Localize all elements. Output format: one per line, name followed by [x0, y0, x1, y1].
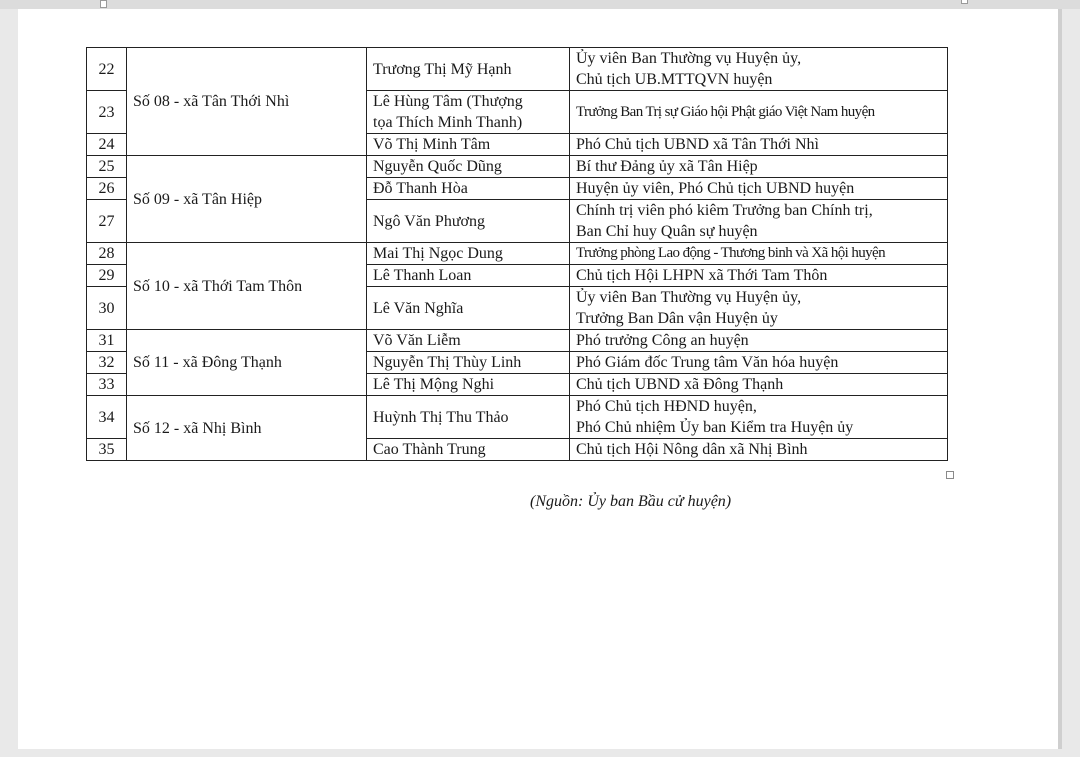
delegate-position-line: Bí thư Đảng ủy xã Tân Hiệp	[576, 158, 758, 175]
delegate-position	[570, 134, 948, 156]
row-number: 27	[87, 200, 127, 243]
margin-corner-mark	[100, 0, 107, 8]
electoral-unit: Số 11 - xã Đông Thạnh	[127, 330, 367, 396]
electoral-unit: Số 08 - xã Tân Thới Nhì	[127, 48, 367, 156]
delegate-position	[570, 287, 948, 330]
delegate-position-line: Chủ tịch Hội Nông dân xã Nhị Bình	[576, 441, 808, 458]
table-row	[87, 396, 948, 439]
delegate-position-line: Trưởng Ban Dân vận Huyện ủy	[576, 310, 778, 327]
delegate-name-line: Ngô Văn Phương	[373, 212, 485, 230]
delegate-name	[367, 287, 570, 330]
electoral-unit: Số 09 - xã Tân Hiệp	[127, 156, 367, 243]
delegate-name	[367, 48, 570, 91]
source-note: (Nguồn: Ủy ban Bầu cử huyện)	[530, 493, 732, 510]
delegate-name-line: tọa Thích Minh Thanh)	[373, 114, 523, 131]
row-number: 31	[87, 330, 127, 352]
row-number: 32	[87, 352, 127, 374]
electoral-unit: Số 12 - xã Nhị Bình	[127, 396, 367, 461]
delegate-position	[570, 439, 948, 461]
table-resize-handle[interactable]	[946, 471, 954, 479]
delegate-position	[570, 178, 948, 200]
table-body	[87, 48, 948, 461]
delegate-position-line: Phó Chủ nhiệm Ủy ban Kiểm tra Huyện ủy	[576, 419, 854, 436]
delegate-name	[367, 330, 570, 352]
top-bar	[0, 0, 1080, 9]
delegate-name-line: Lê Thị Mộng Nghi	[373, 376, 495, 393]
delegate-position-line: Ban Chỉ huy Quân sự huyện	[576, 223, 758, 240]
delegate-position	[570, 156, 948, 178]
delegate-position	[570, 265, 948, 287]
delegate-position	[570, 243, 948, 265]
margin-corner-mark	[961, 0, 968, 4]
table-row	[87, 330, 948, 352]
delegate-position	[570, 374, 948, 396]
delegate-position-line: Chủ tịch UBND xã Đông Thạnh	[576, 376, 784, 393]
delegate-position	[570, 200, 948, 243]
delegate-position	[570, 91, 948, 134]
delegate-name	[367, 439, 570, 461]
row-number: 30	[87, 287, 127, 330]
delegate-name	[367, 352, 570, 374]
delegate-position	[570, 48, 948, 91]
page-shadow	[1058, 9, 1062, 749]
delegate-position-line: Phó Chủ tịch UBND xã Tân Thới Nhì	[576, 136, 819, 153]
row-number: 26	[87, 178, 127, 200]
delegate-position-line: Huyện ủy viên, Phó Chủ tịch UBND huyện	[576, 180, 855, 197]
delegate-position-line: Trưởng phòng Lao động - Thương binh và Xã hội huyện	[576, 245, 886, 261]
delegate-position-line: Chính trị viên phó kiêm Trưởng ban Chính trị,	[576, 202, 873, 219]
delegate-name	[367, 134, 570, 156]
delegate-name-line: Võ Văn Liễm	[373, 332, 461, 349]
row-number: 25	[87, 156, 127, 178]
delegate-table	[86, 47, 948, 461]
row-number: 22	[87, 48, 127, 91]
delegate-name-line: Đỗ Thanh Hòa	[373, 180, 468, 197]
delegate-position-line: Chủ tịch Hội LHPN xã Thới Tam Thôn	[576, 267, 828, 284]
delegate-name-line: Nguyễn Thị Thùy Linh	[373, 354, 522, 371]
delegate-name	[367, 178, 570, 200]
delegate-name-line: Huỳnh Thị Thu Thảo	[373, 408, 509, 426]
delegate-position	[570, 352, 948, 374]
delegate-name	[367, 156, 570, 178]
delegate-name-line: Lê Văn Nghĩa	[373, 299, 464, 317]
delegate-name	[367, 265, 570, 287]
table-row	[87, 156, 948, 178]
delegate-name	[367, 200, 570, 243]
delegate-name	[367, 91, 570, 134]
delegate-position-line: Ủy viên Ban Thường vụ Huyện ủy,	[576, 289, 802, 306]
electoral-unit: Số 10 - xã Thới Tam Thôn	[127, 243, 367, 330]
row-number: 35	[87, 439, 127, 461]
delegate-name-line: Mai Thị Ngọc Dung	[373, 245, 503, 262]
delegate-position-line: Phó Giám đốc Trung tâm Văn hóa huyện	[576, 354, 839, 371]
delegate-name	[367, 243, 570, 265]
delegate-name-line: Lê Hùng Tâm (Thượng	[373, 93, 523, 110]
delegate-name	[367, 374, 570, 396]
delegate-name-line: Cao Thành Trung	[373, 441, 486, 458]
row-number: 28	[87, 243, 127, 265]
delegate-name-line: Võ Thị Minh Tâm	[373, 136, 491, 153]
delegate-position-line: Phó trưởng Công an huyện	[576, 332, 749, 349]
row-number: 29	[87, 265, 127, 287]
delegate-name-line: Lê Thanh Loan	[373, 267, 472, 284]
row-number: 33	[87, 374, 127, 396]
delegate-name-line: Trương Thị Mỹ Hạnh	[373, 60, 512, 78]
delegate-name	[367, 396, 570, 439]
delegate-position-line: Trưởng Ban Trị sự Giáo hội Phật giáo Việt Nam huyện	[576, 103, 875, 120]
table-row	[87, 48, 948, 91]
delegate-name-line: Nguyễn Quốc Dũng	[373, 158, 502, 175]
table-row	[87, 243, 948, 265]
row-number: 24	[87, 134, 127, 156]
row-number: 34	[87, 396, 127, 439]
delegate-position	[570, 330, 948, 352]
delegate-position	[570, 396, 948, 439]
row-number: 23	[87, 91, 127, 134]
delegate-position-line: Ủy viên Ban Thường vụ Huyện ủy,	[576, 50, 802, 67]
delegate-position-line: Phó Chủ tịch HĐND huyện,	[576, 398, 757, 415]
delegate-position-line: Chủ tịch UB.MTTQVN huyện	[576, 71, 773, 88]
